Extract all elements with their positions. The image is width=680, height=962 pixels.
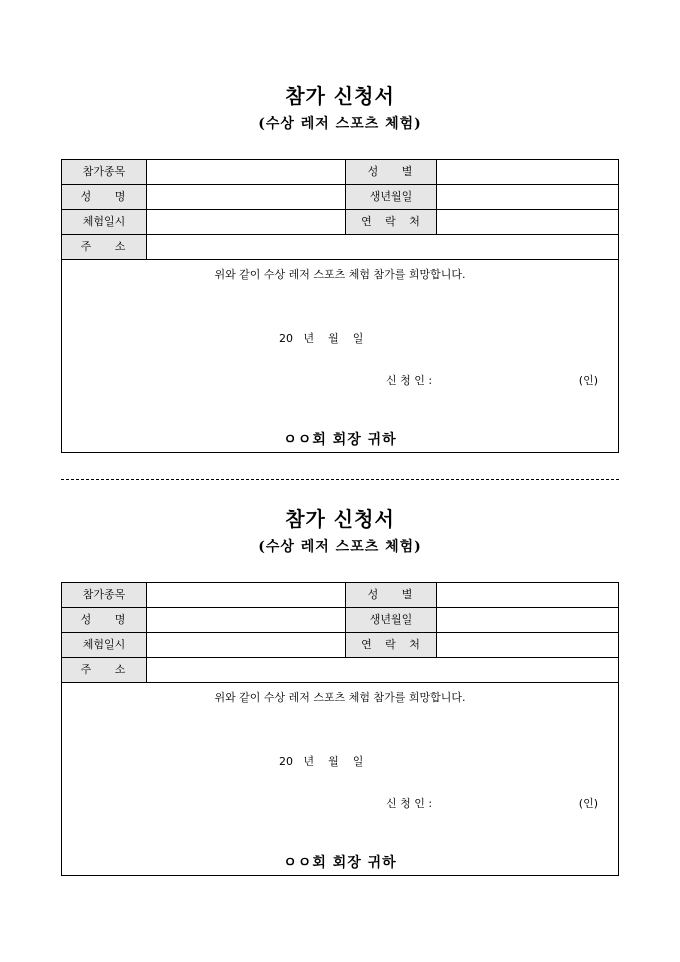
form-subtitle: (수상 레저 스포츠 체험)	[258, 116, 422, 132]
declaration-area	[62, 683, 618, 875]
declaration-area	[62, 260, 618, 452]
name-label: 성 명	[62, 608, 147, 632]
applicant-label: 신 청 인 :	[386, 797, 433, 810]
contact-label: 연 락 처	[346, 210, 437, 234]
category-field[interactable]	[147, 160, 346, 184]
table-row	[62, 633, 618, 658]
table-row	[62, 235, 618, 260]
declaration-statement: 위와 같이 수상 레저 스포츠 체험 참가를 희망합니다.	[214, 268, 466, 281]
category-label: 참가종목	[62, 160, 147, 184]
experience-date-field[interactable]	[147, 633, 346, 657]
contact-field[interactable]	[437, 633, 618, 657]
addressee: ㅇㅇ회 회장 귀하	[283, 855, 397, 871]
name-field[interactable]	[147, 608, 346, 632]
gender-field[interactable]	[437, 160, 618, 184]
category-field[interactable]	[147, 583, 346, 607]
seal-mark: (인)	[578, 797, 598, 810]
cut-line	[61, 479, 619, 480]
gender-field[interactable]	[437, 583, 618, 607]
table-row	[62, 160, 618, 185]
form-table	[61, 582, 619, 876]
category-label: 참가종목	[62, 583, 147, 607]
address-label: 주 소	[62, 658, 147, 682]
address-label: 주 소	[62, 235, 147, 259]
date-line: 20 년 월 일	[279, 332, 364, 345]
applicant-label: 신 청 인 :	[386, 374, 433, 387]
addressee: ㅇㅇ회 회장 귀하	[283, 432, 397, 448]
experience-date-label: 체험일시	[62, 633, 147, 657]
form-subtitle: (수상 레저 스포츠 체험)	[258, 539, 422, 555]
date-line: 20 년 월 일	[279, 755, 364, 768]
table-row	[62, 185, 618, 210]
experience-date-field[interactable]	[147, 210, 346, 234]
gender-label: 성 별	[346, 160, 437, 184]
table-row	[62, 608, 618, 633]
gender-label: 성 별	[346, 583, 437, 607]
form-title: 참가 신청서	[285, 507, 395, 531]
birthdate-field[interactable]	[437, 185, 618, 209]
form-title: 참가 신청서	[285, 84, 395, 108]
declaration-statement: 위와 같이 수상 레저 스포츠 체험 참가를 희망합니다.	[214, 691, 466, 704]
table-row	[62, 658, 618, 683]
form-table	[61, 159, 619, 453]
address-field[interactable]	[147, 658, 618, 682]
contact-label: 연 락 처	[346, 633, 437, 657]
birthdate-label: 생년월일	[346, 185, 437, 209]
seal-mark: (인)	[578, 374, 598, 387]
table-row	[62, 210, 618, 235]
contact-field[interactable]	[437, 210, 618, 234]
birthdate-label: 생년월일	[346, 608, 437, 632]
experience-date-label: 체험일시	[62, 210, 147, 234]
name-field[interactable]	[147, 185, 346, 209]
name-label: 성 명	[62, 185, 147, 209]
address-field[interactable]	[147, 235, 618, 259]
birthdate-field[interactable]	[437, 608, 618, 632]
table-row	[62, 583, 618, 608]
